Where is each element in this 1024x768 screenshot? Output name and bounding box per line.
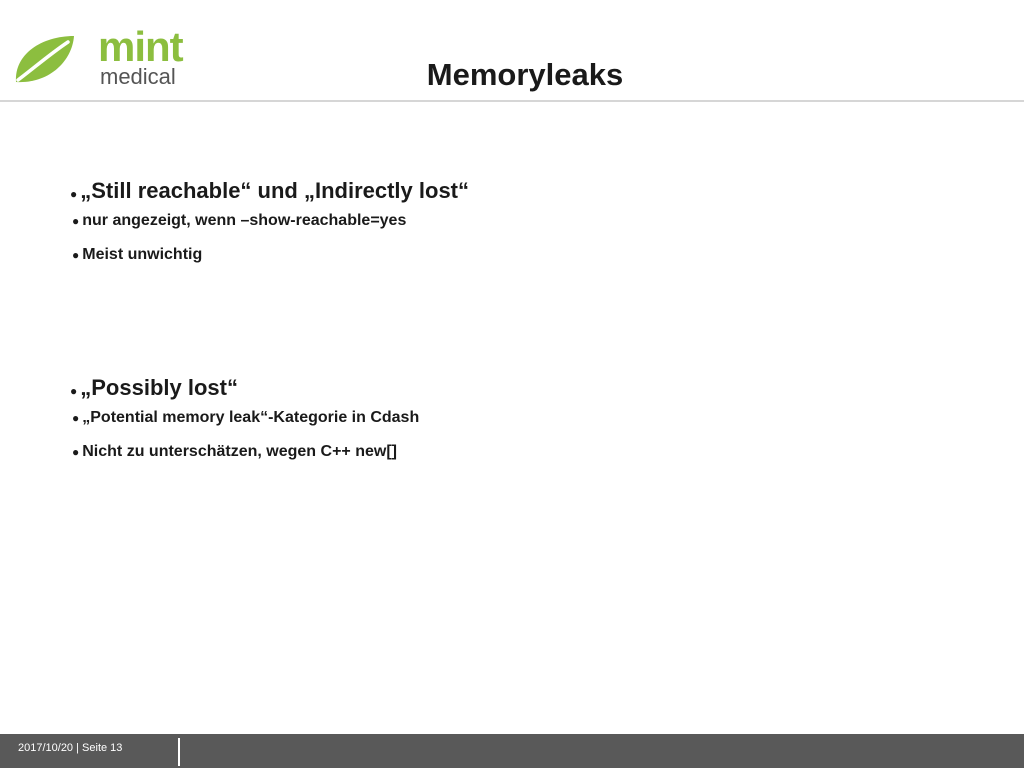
sub-bullet-text: „Potential memory leak“-Kategorie in Cdash xyxy=(82,409,420,426)
sub-bullet xyxy=(70,212,970,246)
sub-bullet-text: Meist unwichtig xyxy=(82,246,203,263)
sub-bullet-text: Nicht zu unterschätzen, wegen C++ new[] xyxy=(82,443,397,460)
bullet-heading-text: „Possibly lost“ xyxy=(80,375,238,400)
bullet-heading-2 xyxy=(70,375,970,409)
footer-bar xyxy=(0,734,1024,768)
sub-bullet xyxy=(70,443,970,477)
page-title: Memoryleaks xyxy=(426,57,624,92)
bullet-dot-icon: ● xyxy=(72,445,80,459)
slide-content xyxy=(70,178,970,477)
sub-bullet xyxy=(70,409,970,443)
footer-date: 2017/10/20 xyxy=(18,742,74,754)
bullet-dot-icon: ● xyxy=(70,384,78,398)
footer-divider xyxy=(178,738,180,766)
logo-medical-text: medical xyxy=(100,64,176,89)
bullet-heading-1 xyxy=(70,178,970,212)
footer-info xyxy=(18,741,122,755)
logo-mint-text: mint xyxy=(98,23,183,70)
header-divider xyxy=(0,100,1024,102)
bullet-dot-icon: ● xyxy=(72,411,80,425)
bullet-dot-icon: ● xyxy=(72,214,80,228)
sub-bullet-text: nur angezeigt, wenn –show-reachable=yes xyxy=(82,212,407,229)
bullet-dot-icon: ● xyxy=(72,248,80,262)
sub-bullet xyxy=(70,246,970,280)
footer-page-number: Seite 13 xyxy=(82,742,123,754)
bullet-dot-icon: ● xyxy=(70,187,78,201)
bullet-heading-text: „Still reachable“ und „Indirectly lost“ xyxy=(80,178,469,203)
footer-separator: | xyxy=(76,742,79,754)
